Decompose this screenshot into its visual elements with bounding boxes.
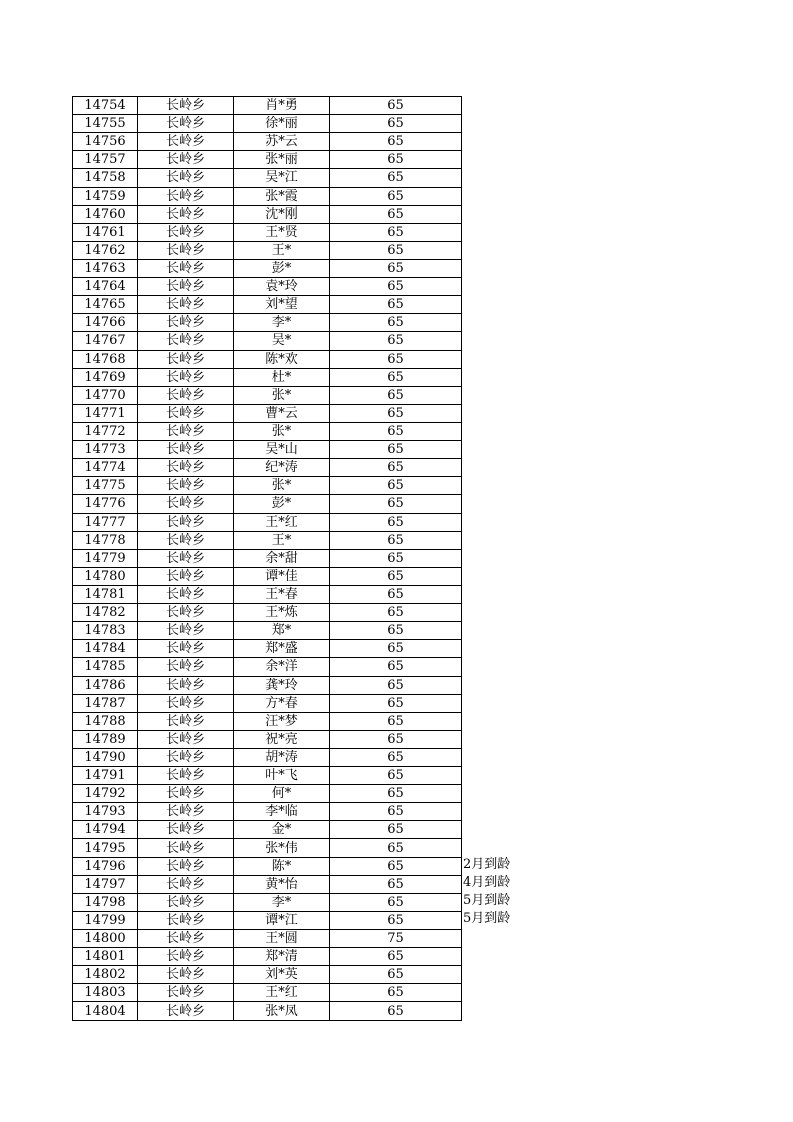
- row-id-cell: 14781: [73, 585, 138, 603]
- row-town-cell: 长岭乡: [138, 115, 234, 133]
- row-id-cell: 14784: [73, 640, 138, 658]
- row-name-cell: 陈*欢: [234, 350, 330, 368]
- row-town-cell: 长岭乡: [138, 730, 234, 748]
- row-id-cell: 14796: [73, 857, 138, 875]
- table-row: [73, 730, 462, 748]
- table-row: [73, 223, 462, 241]
- table-body: [73, 97, 462, 1021]
- row-amount-cell: 65: [330, 241, 462, 259]
- row-town-cell: 长岭乡: [138, 640, 234, 658]
- row-town-cell: 长岭乡: [138, 368, 234, 386]
- table-row: [73, 422, 462, 440]
- table-row: [73, 658, 462, 676]
- row-id-cell: 14797: [73, 875, 138, 893]
- table-row: [73, 785, 462, 803]
- table-row: [73, 459, 462, 477]
- row-id-cell: 14773: [73, 441, 138, 459]
- row-town-cell: 长岭乡: [138, 459, 234, 477]
- row-town-cell: 长岭乡: [138, 531, 234, 549]
- row-amount-cell: 65: [330, 857, 462, 875]
- table-row: [73, 712, 462, 730]
- row-id-cell: 14768: [73, 350, 138, 368]
- row-name-cell: 谭*佳: [234, 567, 330, 585]
- row-amount-cell: 65: [330, 97, 462, 115]
- row-id-cell: 14786: [73, 676, 138, 694]
- table-row: [73, 875, 462, 893]
- row-name-cell: 王*红: [234, 513, 330, 531]
- table-row: [73, 205, 462, 223]
- row-town-cell: 长岭乡: [138, 169, 234, 187]
- row-id-cell: 14793: [73, 803, 138, 821]
- row-town-cell: 长岭乡: [138, 676, 234, 694]
- table-row: [73, 549, 462, 567]
- row-id-cell: 14774: [73, 459, 138, 477]
- row-town-cell: 长岭乡: [138, 477, 234, 495]
- row-name-cell: 苏*云: [234, 133, 330, 151]
- table-row: [73, 821, 462, 839]
- row-name-cell: 沈*刚: [234, 205, 330, 223]
- row-town-cell: 长岭乡: [138, 585, 234, 603]
- row-name-cell: 祝*亮: [234, 730, 330, 748]
- row-town-cell: 长岭乡: [138, 97, 234, 115]
- row-town-cell: 长岭乡: [138, 241, 234, 259]
- row-id-cell: 14758: [73, 169, 138, 187]
- row-name-cell: 余*甜: [234, 549, 330, 567]
- row-name-cell: 彭*: [234, 495, 330, 513]
- row-amount-cell: 65: [330, 803, 462, 821]
- row-town-cell: 长岭乡: [138, 984, 234, 1002]
- row-town-cell: 长岭乡: [138, 332, 234, 350]
- table-row: [73, 477, 462, 495]
- row-id-cell: 14754: [73, 97, 138, 115]
- row-id-cell: 14783: [73, 622, 138, 640]
- row-name-cell: 金*: [234, 821, 330, 839]
- row-name-cell: 杜*: [234, 368, 330, 386]
- row-id-cell: 14799: [73, 911, 138, 929]
- row-town-cell: 长岭乡: [138, 513, 234, 531]
- row-id-cell: 14755: [73, 115, 138, 133]
- row-amount-cell: 65: [330, 676, 462, 694]
- row-amount-cell: 65: [330, 549, 462, 567]
- table-row: [73, 984, 462, 1002]
- row-name-cell: 叶*飞: [234, 767, 330, 785]
- table-row: [73, 604, 462, 622]
- row-id-cell: 14795: [73, 839, 138, 857]
- row-id-cell: 14775: [73, 477, 138, 495]
- row-name-cell: 袁*玲: [234, 278, 330, 296]
- row-amount-cell: 65: [330, 585, 462, 603]
- row-amount-cell: 65: [330, 513, 462, 531]
- row-amount-cell: 65: [330, 622, 462, 640]
- row-amount-cell: 65: [330, 531, 462, 549]
- remark-note: 5月到龄: [463, 911, 511, 927]
- row-id-cell: 14772: [73, 422, 138, 440]
- row-id-cell: 14780: [73, 567, 138, 585]
- table-row: [73, 133, 462, 151]
- row-id-cell: 14764: [73, 278, 138, 296]
- row-name-cell: 王*圆: [234, 930, 330, 948]
- row-amount-cell: 65: [330, 767, 462, 785]
- table-row: [73, 241, 462, 259]
- row-amount-cell: 65: [330, 875, 462, 893]
- table-row: [73, 278, 462, 296]
- row-town-cell: 长岭乡: [138, 857, 234, 875]
- row-name-cell: 张*: [234, 386, 330, 404]
- row-name-cell: 陈*: [234, 857, 330, 875]
- row-name-cell: 吴*: [234, 332, 330, 350]
- row-name-cell: 汪*梦: [234, 712, 330, 730]
- row-amount-cell: 65: [330, 1002, 462, 1020]
- row-town-cell: 长岭乡: [138, 966, 234, 984]
- row-id-cell: 14804: [73, 1002, 138, 1020]
- row-town-cell: 长岭乡: [138, 893, 234, 911]
- row-amount-cell: 65: [330, 386, 462, 404]
- row-name-cell: 王*红: [234, 984, 330, 1002]
- row-name-cell: 王*贤: [234, 223, 330, 241]
- row-name-cell: 张*: [234, 422, 330, 440]
- row-id-cell: 14759: [73, 187, 138, 205]
- row-name-cell: 刘*望: [234, 296, 330, 314]
- row-town-cell: 长岭乡: [138, 404, 234, 422]
- row-id-cell: 14757: [73, 151, 138, 169]
- row-amount-cell: 65: [330, 567, 462, 585]
- row-town-cell: 长岭乡: [138, 712, 234, 730]
- row-town-cell: 长岭乡: [138, 803, 234, 821]
- table-row: [73, 585, 462, 603]
- table-row: [73, 115, 462, 133]
- row-amount-cell: 65: [330, 821, 462, 839]
- row-town-cell: 长岭乡: [138, 205, 234, 223]
- table-row: [73, 169, 462, 187]
- table-row: [73, 513, 462, 531]
- row-name-cell: 李*: [234, 314, 330, 332]
- row-amount-cell: 65: [330, 422, 462, 440]
- table-row: [73, 803, 462, 821]
- row-amount-cell: 65: [330, 730, 462, 748]
- row-town-cell: 长岭乡: [138, 911, 234, 929]
- row-id-cell: 14767: [73, 332, 138, 350]
- row-id-cell: 14779: [73, 549, 138, 567]
- table-row: [73, 767, 462, 785]
- row-amount-cell: 65: [330, 911, 462, 929]
- row-town-cell: 长岭乡: [138, 748, 234, 766]
- row-amount-cell: 65: [330, 748, 462, 766]
- row-amount-cell: 65: [330, 332, 462, 350]
- row-name-cell: 郑*: [234, 622, 330, 640]
- row-name-cell: 张*: [234, 477, 330, 495]
- row-town-cell: 长岭乡: [138, 278, 234, 296]
- row-id-cell: 14776: [73, 495, 138, 513]
- row-id-cell: 14789: [73, 730, 138, 748]
- table-row: [73, 332, 462, 350]
- table-row: [73, 748, 462, 766]
- row-name-cell: 王*: [234, 241, 330, 259]
- row-town-cell: 长岭乡: [138, 930, 234, 948]
- row-amount-cell: 65: [330, 350, 462, 368]
- row-name-cell: 肖*勇: [234, 97, 330, 115]
- table-row: [73, 676, 462, 694]
- row-amount-cell: 65: [330, 694, 462, 712]
- row-name-cell: 李*: [234, 893, 330, 911]
- row-town-cell: 长岭乡: [138, 422, 234, 440]
- row-id-cell: 14787: [73, 694, 138, 712]
- row-amount-cell: 65: [330, 223, 462, 241]
- row-name-cell: 张*丽: [234, 151, 330, 169]
- row-name-cell: 谭*江: [234, 911, 330, 929]
- row-town-cell: 长岭乡: [138, 133, 234, 151]
- row-name-cell: 张*霞: [234, 187, 330, 205]
- table-row: [73, 97, 462, 115]
- row-id-cell: 14778: [73, 531, 138, 549]
- row-amount-cell: 65: [330, 893, 462, 911]
- row-town-cell: 长岭乡: [138, 187, 234, 205]
- row-id-cell: 14762: [73, 241, 138, 259]
- row-town-cell: 长岭乡: [138, 567, 234, 585]
- row-town-cell: 长岭乡: [138, 767, 234, 785]
- table-row: [73, 948, 462, 966]
- table-row: [73, 911, 462, 929]
- row-town-cell: 长岭乡: [138, 694, 234, 712]
- row-id-cell: 14761: [73, 223, 138, 241]
- table-row: [73, 531, 462, 549]
- row-amount-cell: 65: [330, 658, 462, 676]
- row-town-cell: 长岭乡: [138, 839, 234, 857]
- row-id-cell: 14803: [73, 984, 138, 1002]
- row-name-cell: 王*春: [234, 585, 330, 603]
- row-amount-cell: 65: [330, 984, 462, 1002]
- row-name-cell: 王*: [234, 531, 330, 549]
- table-row: [73, 622, 462, 640]
- row-town-cell: 长岭乡: [138, 622, 234, 640]
- remark-note: 2月到龄: [463, 857, 511, 872]
- row-id-cell: 14792: [73, 785, 138, 803]
- row-amount-cell: 65: [330, 604, 462, 622]
- row-town-cell: 长岭乡: [138, 658, 234, 676]
- table-row: [73, 296, 462, 314]
- table-row: [73, 495, 462, 513]
- row-town-cell: 长岭乡: [138, 495, 234, 513]
- table-row: [73, 187, 462, 205]
- row-id-cell: 14769: [73, 368, 138, 386]
- row-town-cell: 长岭乡: [138, 441, 234, 459]
- row-id-cell: 14791: [73, 767, 138, 785]
- table-row: [73, 1002, 462, 1020]
- row-amount-cell: 65: [330, 712, 462, 730]
- table-row: [73, 567, 462, 585]
- row-town-cell: 长岭乡: [138, 875, 234, 893]
- row-id-cell: 14798: [73, 893, 138, 911]
- row-amount-cell: 65: [330, 151, 462, 169]
- table-row: [73, 151, 462, 169]
- row-amount-cell: 65: [330, 495, 462, 513]
- row-town-cell: 长岭乡: [138, 223, 234, 241]
- row-amount-cell: 65: [330, 477, 462, 495]
- row-amount-cell: 65: [330, 368, 462, 386]
- row-id-cell: 14763: [73, 259, 138, 277]
- row-name-cell: 徐*丽: [234, 115, 330, 133]
- row-town-cell: 长岭乡: [138, 350, 234, 368]
- row-id-cell: 14794: [73, 821, 138, 839]
- row-amount-cell: 65: [330, 404, 462, 422]
- row-id-cell: 14782: [73, 604, 138, 622]
- row-id-cell: 14800: [73, 930, 138, 948]
- row-amount-cell: 65: [330, 948, 462, 966]
- row-name-cell: 刘*英: [234, 966, 330, 984]
- row-name-cell: 李*临: [234, 803, 330, 821]
- row-id-cell: 14777: [73, 513, 138, 531]
- row-amount-cell: 65: [330, 314, 462, 332]
- row-town-cell: 长岭乡: [138, 1002, 234, 1020]
- table-row: [73, 259, 462, 277]
- remark-note: 5月到龄: [463, 893, 511, 909]
- row-name-cell: 张*凤: [234, 1002, 330, 1020]
- row-id-cell: 14785: [73, 658, 138, 676]
- table-row: [73, 314, 462, 332]
- row-amount-cell: 65: [330, 785, 462, 803]
- table-row: [73, 640, 462, 658]
- row-name-cell: 龚*玲: [234, 676, 330, 694]
- row-id-cell: 14801: [73, 948, 138, 966]
- row-name-cell: 纪*涛: [234, 459, 330, 477]
- row-town-cell: 长岭乡: [138, 296, 234, 314]
- row-town-cell: 长岭乡: [138, 259, 234, 277]
- row-id-cell: 14788: [73, 712, 138, 730]
- row-id-cell: 14765: [73, 296, 138, 314]
- table-row: [73, 386, 462, 404]
- row-id-cell: 14771: [73, 404, 138, 422]
- row-name-cell: 胡*涛: [234, 748, 330, 766]
- row-town-cell: 长岭乡: [138, 549, 234, 567]
- row-name-cell: 彭*: [234, 259, 330, 277]
- row-amount-cell: 75: [330, 930, 462, 948]
- row-name-cell: 方*春: [234, 694, 330, 712]
- row-town-cell: 长岭乡: [138, 151, 234, 169]
- row-town-cell: 长岭乡: [138, 314, 234, 332]
- row-amount-cell: 65: [330, 187, 462, 205]
- row-amount-cell: 65: [330, 296, 462, 314]
- table-row: [73, 441, 462, 459]
- table-row: [73, 930, 462, 948]
- row-amount-cell: 65: [330, 259, 462, 277]
- row-amount-cell: 65: [330, 278, 462, 296]
- row-amount-cell: 65: [330, 839, 462, 857]
- pension-table: [72, 96, 462, 1021]
- row-name-cell: 余*洋: [234, 658, 330, 676]
- row-id-cell: 14766: [73, 314, 138, 332]
- table-row: [73, 839, 462, 857]
- row-id-cell: 14790: [73, 748, 138, 766]
- row-town-cell: 长岭乡: [138, 948, 234, 966]
- row-name-cell: 黄*怡: [234, 875, 330, 893]
- table-row: [73, 857, 462, 875]
- row-name-cell: 郑*清: [234, 948, 330, 966]
- row-town-cell: 长岭乡: [138, 386, 234, 404]
- row-amount-cell: 65: [330, 640, 462, 658]
- row-name-cell: 张*伟: [234, 839, 330, 857]
- row-name-cell: 吴*江: [234, 169, 330, 187]
- table-row: [73, 966, 462, 984]
- row-amount-cell: 65: [330, 169, 462, 187]
- row-amount-cell: 65: [330, 459, 462, 477]
- row-amount-cell: 65: [330, 966, 462, 984]
- row-name-cell: 曹*云: [234, 404, 330, 422]
- remark-note: 4月到龄: [463, 875, 511, 891]
- row-id-cell: 14802: [73, 966, 138, 984]
- row-name-cell: 吴*山: [234, 441, 330, 459]
- row-amount-cell: 65: [330, 205, 462, 223]
- row-id-cell: 14760: [73, 205, 138, 223]
- row-amount-cell: 65: [330, 133, 462, 151]
- row-name-cell: 郑*盛: [234, 640, 330, 658]
- row-name-cell: 何*: [234, 785, 330, 803]
- row-amount-cell: 65: [330, 441, 462, 459]
- table-row: [73, 368, 462, 386]
- row-name-cell: 王*炼: [234, 604, 330, 622]
- table-row: [73, 350, 462, 368]
- row-town-cell: 长岭乡: [138, 785, 234, 803]
- row-town-cell: 长岭乡: [138, 821, 234, 839]
- table-row: [73, 694, 462, 712]
- row-town-cell: 长岭乡: [138, 604, 234, 622]
- table-row: [73, 893, 462, 911]
- row-id-cell: 14756: [73, 133, 138, 151]
- row-amount-cell: 65: [330, 115, 462, 133]
- table-row: [73, 404, 462, 422]
- row-id-cell: 14770: [73, 386, 138, 404]
